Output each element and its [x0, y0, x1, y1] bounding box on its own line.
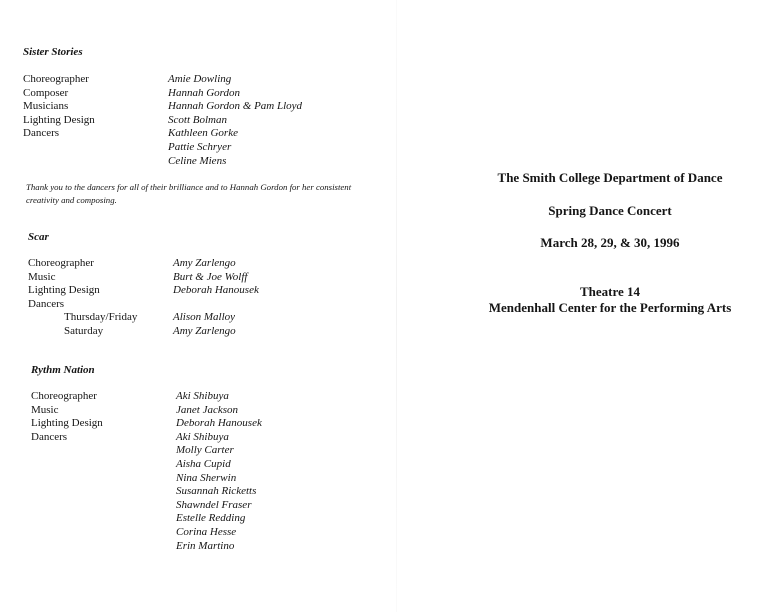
credit-name: Hannah Gordon & Pam Lloyd	[168, 100, 303, 113]
credit-row	[31, 458, 262, 472]
credit-role	[31, 472, 176, 486]
thanks-note: Thank you to the dancers for all of their brilliance and to Hannah Gordon for her consistent creativity and composing.	[26, 182, 352, 205]
credit-row	[31, 417, 262, 431]
credit-row	[23, 87, 302, 101]
credit-name: Scott Bolman	[168, 113, 227, 126]
credit-role: Composer	[23, 86, 69, 99]
piece-title-sister-stories: Sister Stories	[23, 46, 83, 58]
credit-name: Alison Malloy	[173, 311, 236, 324]
credit-role: Lighting Design	[31, 417, 103, 430]
credit-role: Lighting Design	[23, 113, 95, 126]
credit-role: Choreographer	[23, 73, 89, 85]
credit-row	[31, 472, 262, 486]
credit-row	[28, 298, 259, 312]
credit-name: Shawndel Fraser	[176, 498, 252, 511]
credit-role	[31, 499, 176, 513]
credit-role: Choreographer	[31, 390, 97, 402]
credit-row	[31, 431, 262, 445]
credit-role: Dancers	[31, 430, 68, 443]
credit-name: Susannah Ricketts	[176, 485, 257, 498]
venue-center: Mendenhall Center for the Performing Arts	[488, 300, 732, 315]
credit-row	[31, 512, 262, 526]
credit-role	[31, 512, 176, 526]
credit-role: Dancers	[28, 297, 65, 310]
event-dates: March 28, 29, & 30, 1996	[540, 235, 680, 250]
credit-role	[31, 526, 176, 540]
piece-title-rythm-nation: Rythm Nation	[31, 364, 95, 376]
credit-name: Erin Martino	[176, 539, 235, 552]
credit-row	[23, 100, 302, 114]
credits-sister-stories	[23, 73, 302, 168]
credit-name: Hannah Gordon	[168, 86, 241, 99]
credit-role	[31, 540, 176, 554]
credit-row	[23, 155, 302, 169]
credit-name: Aisha Cupid	[176, 457, 231, 470]
credit-role: Thursday/Friday	[64, 311, 138, 324]
credits-scar	[28, 257, 259, 339]
credit-row	[23, 141, 302, 155]
credit-name: Corina Hesse	[176, 525, 237, 538]
credit-role	[23, 155, 168, 169]
credit-role: Music	[31, 403, 59, 416]
credit-row	[31, 499, 262, 513]
venue: Theatre 14	[579, 284, 641, 299]
credit-name: Aki Shibuya	[176, 390, 229, 402]
credit-name: Burt & Joe Wolff	[173, 270, 248, 283]
credit-name: Janet Jackson	[176, 403, 238, 416]
credit-role	[31, 444, 176, 458]
credit-name: Nina Sherwin	[176, 471, 237, 484]
credit-name: Kathleen Gorke	[168, 127, 238, 140]
credit-role: Lighting Design	[28, 284, 100, 297]
credit-name: Amy Zarlengo	[173, 324, 236, 337]
credit-role: Choreographer	[28, 257, 94, 269]
credit-row	[31, 540, 262, 554]
credit-row	[28, 271, 259, 285]
credit-name: Estelle Redding	[176, 512, 246, 525]
credit-row	[28, 257, 259, 271]
credit-name: Deborah Hanousek	[173, 284, 259, 297]
credit-name: Aki Shibuya	[176, 430, 229, 443]
credit-role	[23, 141, 168, 155]
credit-name: Deborah Hanousek	[176, 417, 262, 430]
credit-role: Saturday	[64, 324, 104, 337]
credit-role	[31, 485, 176, 499]
credit-role: Musicians	[23, 100, 69, 113]
credit-row	[31, 485, 262, 499]
credit-name: Molly Carter	[176, 444, 234, 457]
credit-row	[31, 526, 262, 540]
credit-row	[23, 127, 302, 141]
credits-rythm-nation	[31, 390, 262, 553]
credit-row	[23, 114, 302, 128]
department-title: The Smith College Department of Dance	[497, 170, 723, 185]
credit-row	[28, 325, 259, 339]
credit-row	[28, 311, 259, 325]
credit-name: Pattie Schryer	[168, 140, 232, 153]
credit-row	[31, 404, 262, 418]
page-fold	[396, 0, 397, 612]
credit-name: Celine Miens	[168, 154, 227, 167]
credit-name: Amie Dowling	[168, 73, 232, 85]
event-title: Spring Dance Concert	[548, 203, 672, 218]
credit-role	[31, 458, 176, 472]
credit-row	[28, 284, 259, 298]
credit-role: Music	[28, 270, 56, 283]
piece-title-scar: Scar	[28, 231, 49, 243]
credit-row	[31, 390, 262, 404]
credit-role: Dancers	[23, 127, 60, 140]
credit-name: Amy Zarlengo	[173, 257, 236, 269]
credit-row	[31, 444, 262, 458]
credit-row	[23, 73, 302, 87]
